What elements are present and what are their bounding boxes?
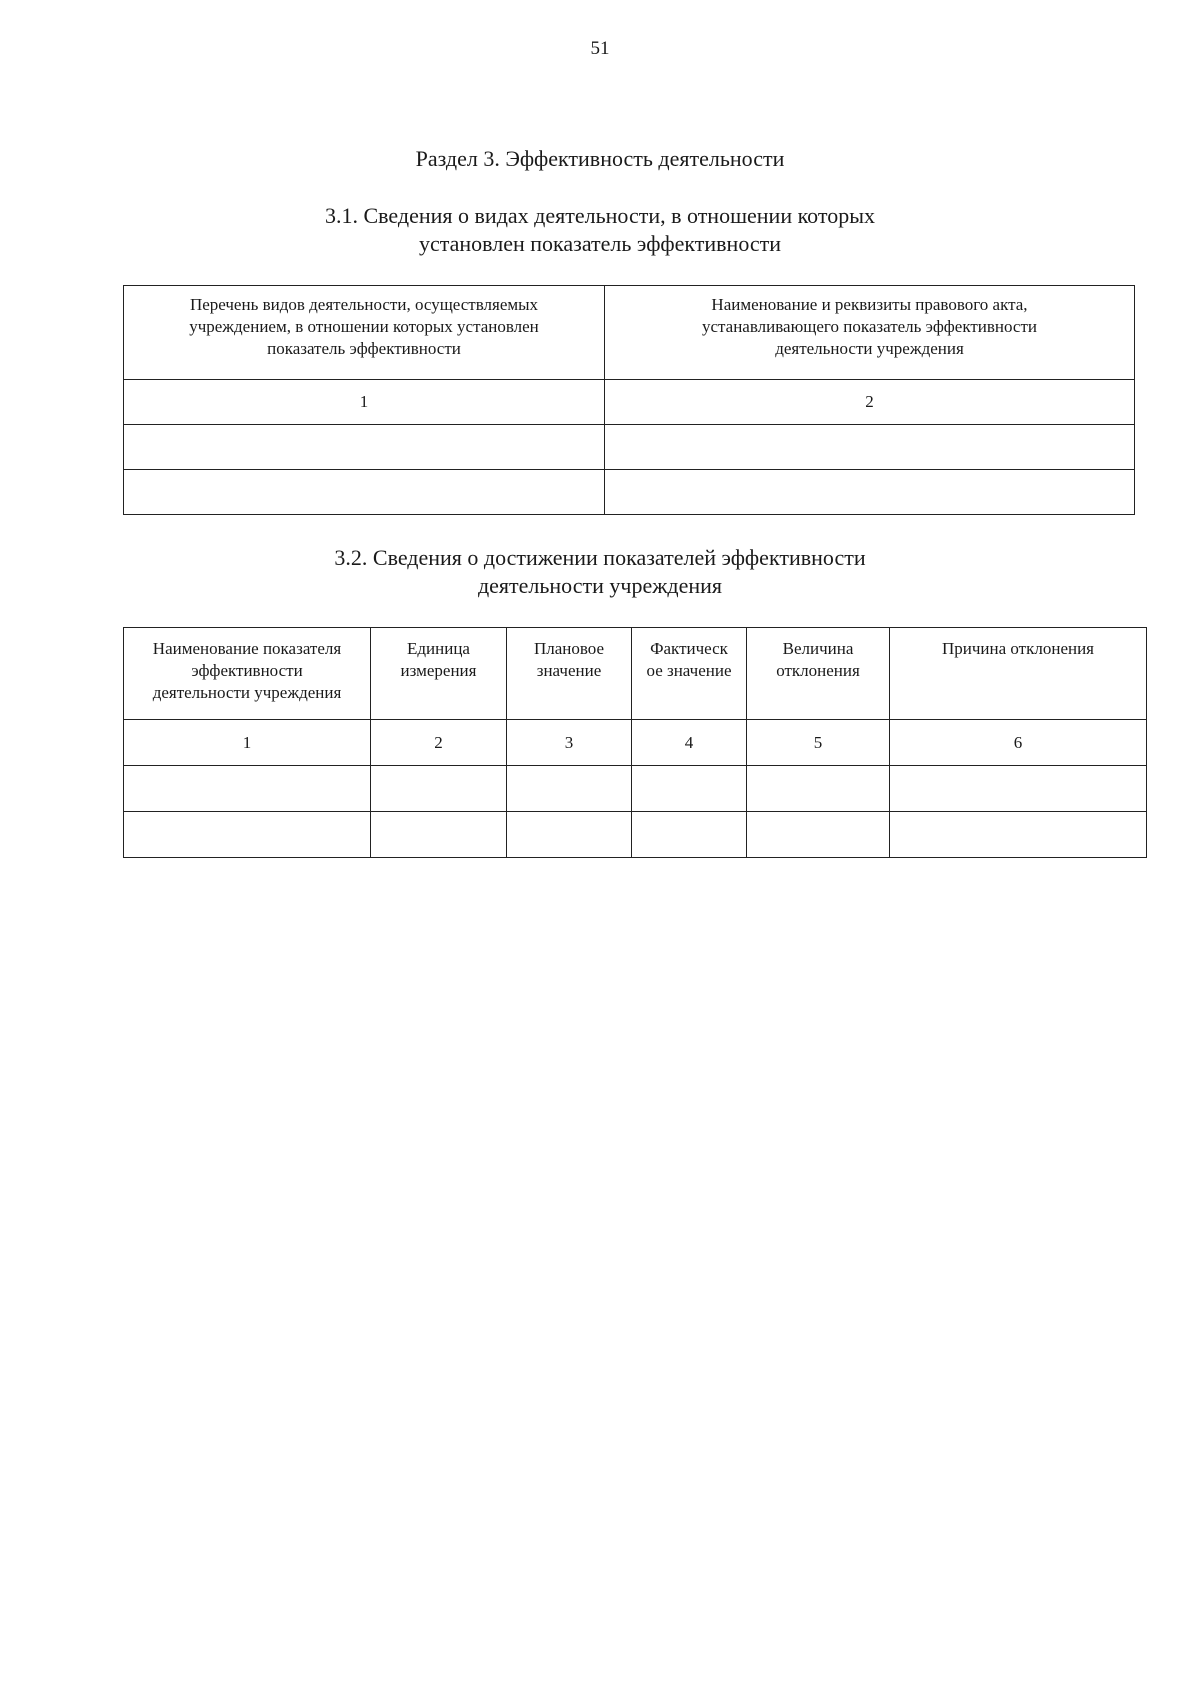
column-number: 4 <box>632 720 747 766</box>
table-cell[interactable] <box>124 766 371 812</box>
table-row <box>124 766 1147 812</box>
header-line: Плановое <box>533 639 605 658</box>
header-actual-value <box>632 628 747 720</box>
header-indicator-name <box>124 628 371 720</box>
header-line: Наименование показателя <box>152 639 342 658</box>
table-row <box>124 812 1147 858</box>
column-number: 1 <box>124 720 371 766</box>
table-cell[interactable] <box>632 812 747 858</box>
table-cell[interactable] <box>890 766 1147 812</box>
header-line: отклонения <box>776 661 860 680</box>
header-line: показатель эффективности <box>267 339 461 358</box>
table-cell[interactable] <box>890 812 1147 858</box>
table-cell[interactable] <box>632 766 747 812</box>
header-legal-act <box>605 286 1135 380</box>
header-deviation-reason <box>890 628 1147 720</box>
table-cell[interactable] <box>371 812 507 858</box>
table-cell[interactable] <box>124 812 371 858</box>
header-line: деятельности учреждения <box>775 339 964 358</box>
section-title: Раздел 3. Эффективность деятельности <box>415 146 785 171</box>
header-line: деятельности учреждения <box>152 683 342 702</box>
header-line: учреждением, в отношении которых установлен <box>189 317 539 336</box>
header-line: Величина <box>782 639 854 658</box>
header-deviation <box>747 628 890 720</box>
header-line: устанавливающего показатель эффективности <box>701 317 1038 336</box>
subsection-3-2-title <box>0 544 1200 600</box>
table-cell[interactable] <box>747 812 890 858</box>
indicators-table <box>123 627 1147 858</box>
column-number: 6 <box>890 720 1147 766</box>
header-line: ое значение <box>646 661 732 680</box>
table-row <box>124 425 1135 470</box>
column-number: 5 <box>747 720 890 766</box>
table-header-row <box>124 286 1135 380</box>
header-line: Наименование и реквизиты правового акта, <box>711 295 1028 314</box>
column-number: 2 <box>371 720 507 766</box>
header-line: эффективности <box>191 661 303 680</box>
header-line: Единица <box>407 639 470 658</box>
activities-table <box>123 285 1135 515</box>
header-line: Причина отклонения <box>941 639 1095 658</box>
table-cell[interactable] <box>507 812 632 858</box>
subsection-3-2-title-line: 3.2. Сведения о достижении показателей эффективности <box>334 545 866 570</box>
subsection-3-2-title-line: деятельности учреждения <box>477 573 723 598</box>
column-number: 1 <box>124 380 605 425</box>
column-number: 3 <box>507 720 632 766</box>
header-line: Перечень видов деятельности, осуществляемых <box>189 295 539 314</box>
table-header-row <box>124 628 1147 720</box>
header-line: Фактическ <box>650 639 728 658</box>
table-cell[interactable] <box>507 766 632 812</box>
table-cell[interactable] <box>747 766 890 812</box>
table-cell[interactable] <box>605 425 1135 470</box>
subsection-3-1-title <box>0 202 1200 258</box>
table-cell[interactable] <box>371 766 507 812</box>
subsection-3-1-title-line: 3.1. Сведения о видах деятельности, в отношении которых <box>325 203 875 228</box>
table-cell[interactable] <box>124 425 605 470</box>
column-number-row <box>124 380 1135 425</box>
header-unit <box>371 628 507 720</box>
table-cell[interactable] <box>605 470 1135 515</box>
header-planned-value <box>507 628 632 720</box>
header-line: значение <box>536 661 602 680</box>
table-cell[interactable] <box>124 470 605 515</box>
header-activity-list <box>124 286 605 380</box>
table-row <box>124 470 1135 515</box>
subsection-3-1-title-line: установлен показатель эффективности <box>418 231 782 256</box>
header-line: измерения <box>400 661 477 680</box>
page-number: 51 <box>590 38 610 59</box>
column-number: 2 <box>605 380 1135 425</box>
column-number-row <box>124 720 1147 766</box>
